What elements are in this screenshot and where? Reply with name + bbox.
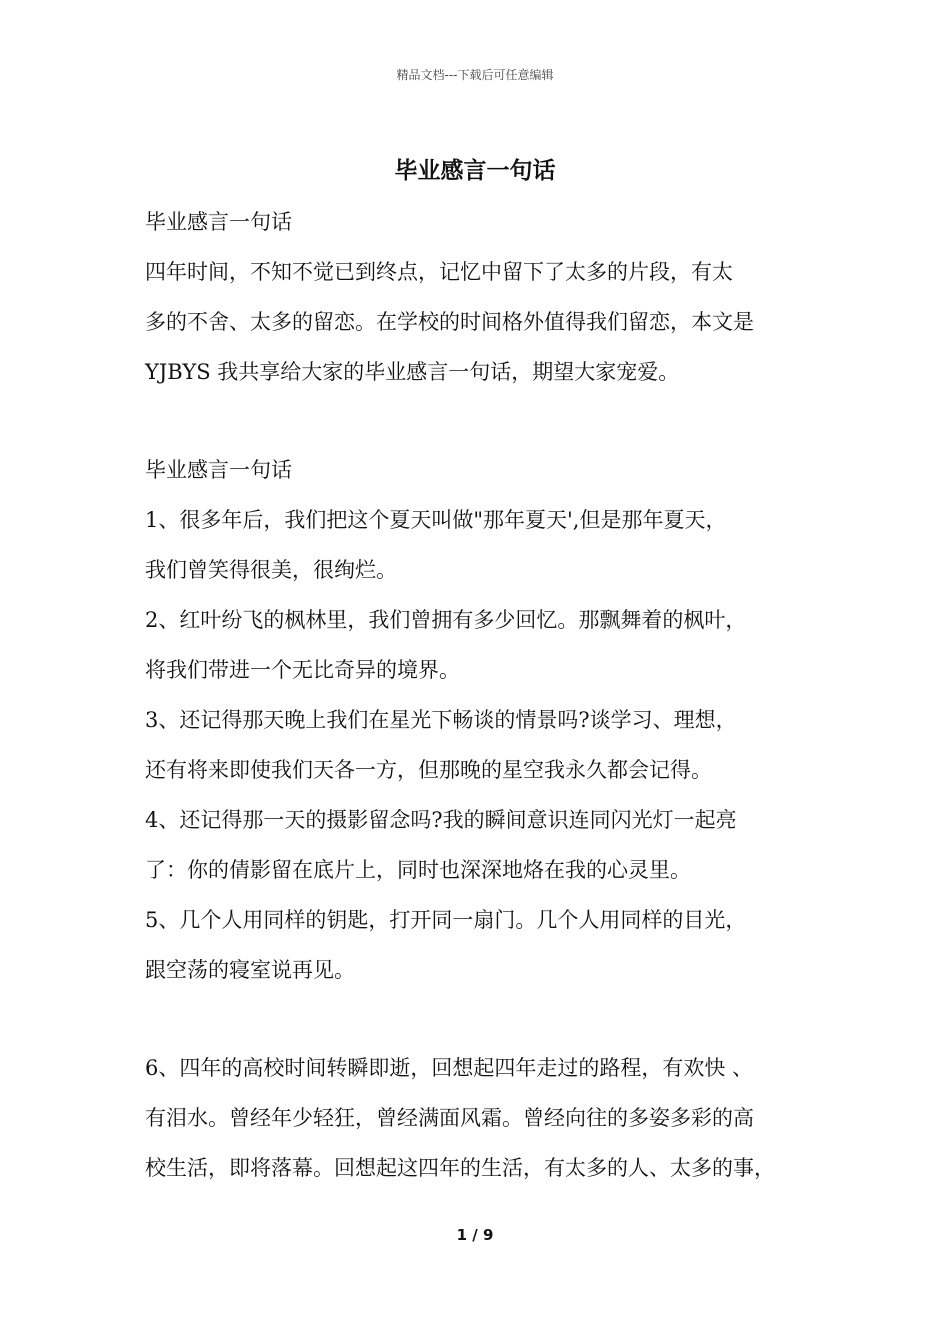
page-header: 精品文档---下载后可任意编辑 bbox=[396, 68, 554, 82]
page-title: 毕业感言一句话 bbox=[394, 157, 556, 184]
intro-line: YJBYS 我共享给大家的毕业感言一句话，期望大家宠爱。 bbox=[145, 360, 680, 384]
quote-line: 4、还记得那一天的摄影留念吗?我的瞬间意识连同闪光灯一起亮 bbox=[145, 808, 737, 832]
quote-line: 我们曾笑得很美，很绚烂。 bbox=[145, 558, 397, 582]
quote-line: 还有将来即使我们天各一方，但那晚的星空我永久都会记得。 bbox=[145, 758, 712, 782]
quote-line: 6、四年的高校时间转瞬即逝，回想起四年走过的路程，有欢快 、 bbox=[145, 1056, 754, 1080]
quote-line: 5、几个人用同样的钥匙，打开同一扇门。几个人用同样的目光， bbox=[145, 908, 747, 932]
intro-line: 多的不舍、太多的留恋。在学校的时间格外值得我们留恋，本文是 bbox=[145, 310, 754, 334]
quote-line: 了：你的倩影留在底片上，同时也深深地烙在我的心灵里。 bbox=[145, 858, 691, 882]
section-heading: 毕业感言一句话 bbox=[145, 458, 292, 482]
section-heading: 毕业感言一句话 bbox=[145, 210, 292, 234]
quote-line: 2、红叶纷飞的枫林里，我们曾拥有多少回忆。那飘舞着的枫叶， bbox=[145, 608, 747, 632]
quote-line: 将我们带进一个无比奇异的境界。 bbox=[145, 658, 460, 682]
quote-line: 3、还记得那天晚上我们在星光下畅谈的情景吗?谈学习、理想， bbox=[145, 708, 737, 732]
quote-line: 校生活，即将落幕。回想起这四年的生活，有太多的人、太多的事， bbox=[145, 1156, 775, 1180]
intro-line: 四年时间，不知不觉已到终点，记忆中留下了太多的片段，有太 bbox=[145, 260, 733, 284]
quote-line: 有泪水。曾经年少轻狂，曾经满面风霜。曾经向往的多姿多彩的高 bbox=[145, 1106, 754, 1130]
quote-line: 1、很多年后，我们把这个夏天叫做"那年夏天',但是那年夏天， bbox=[145, 508, 727, 532]
quote-line: 跟空荡的寝室说再见。 bbox=[145, 958, 355, 982]
page-number: 1 / 9 bbox=[456, 1226, 494, 1244]
